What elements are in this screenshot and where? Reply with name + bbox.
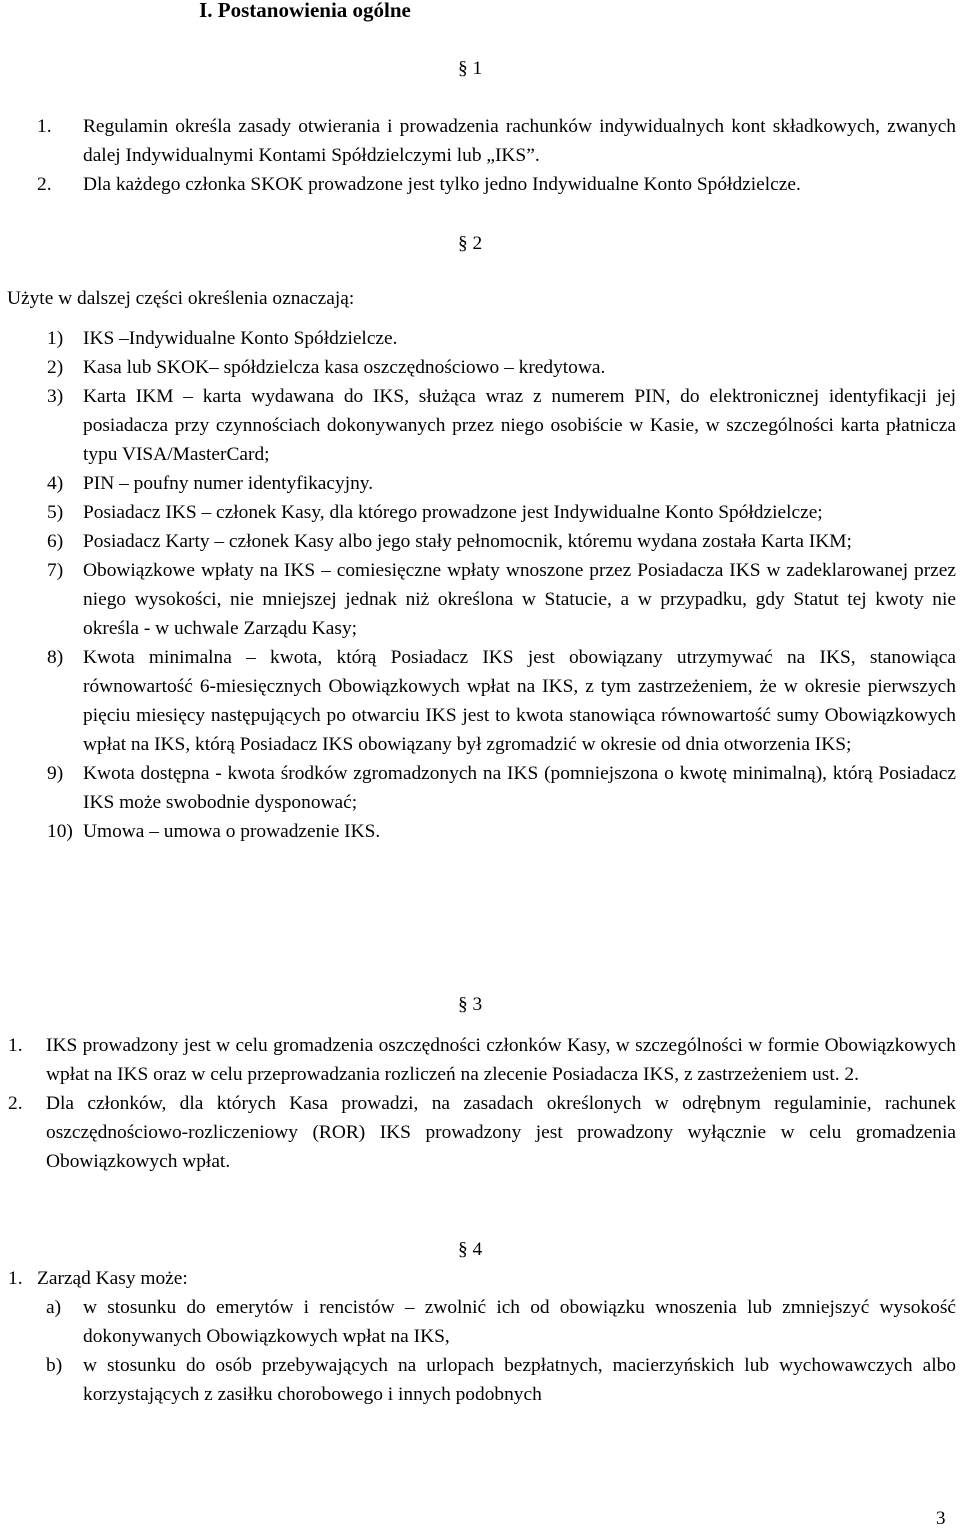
- item-number: 9): [47, 763, 64, 784]
- list-item: [0, 1089, 956, 1176]
- item-number: 2): [47, 357, 64, 378]
- item-number: 1): [47, 328, 64, 349]
- list-item: [0, 817, 956, 846]
- item-number: b): [46, 1355, 63, 1376]
- list-item: [0, 382, 956, 469]
- item-text: PIN – poufny numer identyfikacyjny.: [83, 473, 374, 494]
- item-text: Kwota minimalna – kwota, którą Posiadacz IKS jest obowiązany utrzymywać na IKS, stanowiąca równowartość 6-miesięcznych Obowiązkowych wpłat na IKS, z tym zastrzeżeniem, że w okresie pierwszych pięciu miesięcy następujących po otwarciu IKS jest to kwota stanowiąca równowartość sumy Obowiązkowych wpłat na IKS, którą Posiadacz IKS obowiązany był zgromadzić w okresie od dnia otworzenia IKS;: [83, 647, 956, 755]
- item-number: 5): [47, 502, 64, 523]
- list-item: [0, 469, 956, 498]
- item-text: Dla członków, dla których Kasa prowadzi, na zasadach określonych w odrębnym regulaminie, rachunek oszczędnościowo-rozliczeniowy (ROR) IKS prowadzony jest prowadzony wyłącznie w celu gromadzenia Obowiązkowych wpłat.: [46, 1093, 956, 1172]
- item-number: 2.: [37, 174, 52, 195]
- item-text: Umowa – umowa o prowadzenie IKS.: [83, 821, 381, 842]
- section-2-label: § 2: [458, 233, 483, 254]
- item-number: 8): [47, 647, 64, 668]
- item-text: IKS prowadzony jest w celu gromadzenia oszczędności członków Kasy, w szczególności w formie Obowiązkowych wpłat na IKS oraz w celu przeprowadzania rozliczeń na zlecenie Posiadacza IKS, z zastrzeżeniem ust. 2.: [46, 1035, 956, 1085]
- list-item: [0, 112, 956, 170]
- item-text: Posiadacz Karty – członek Kasy albo jego stały pełnomocnik, któremu wydana została Karta IKM;: [83, 531, 852, 552]
- list-item: [0, 498, 956, 527]
- item-number: 2.: [8, 1093, 23, 1114]
- section-1-label: § 1: [458, 58, 483, 79]
- item-text: Kwota dostępna - kwota środków zgromadzonych na IKS (pomniejszona o kwotę minimalną), którą Posiadacz IKS może swobodnie dysponować;: [83, 763, 956, 813]
- list-item: [0, 324, 956, 353]
- list-item: [0, 1293, 956, 1351]
- list-item: [0, 1351, 956, 1409]
- section-4-body: [0, 1264, 956, 1409]
- section-1-body: [0, 112, 956, 199]
- section-4-label: § 4: [458, 1239, 483, 1260]
- section-3-label: § 3: [458, 994, 483, 1015]
- item-text: Obowiązkowe wpłaty na IKS – comiesięczne wpłaty wnoszone przez Posiadacza IKS w zadeklarowanej przez niego wysokości, nie mniejszej jednak niż określona w Statucie, a w przypadku, gdy Statut tej kwoty nie określa - w uchwale Zarządu Kasy;: [83, 560, 956, 639]
- item-text: Posiadacz IKS – członek Kasy, dla którego prowadzone jest Indywidualne Konto Spółdzielcze;: [83, 502, 823, 523]
- list-item: [0, 759, 956, 817]
- list-item: [0, 527, 956, 556]
- item-number: 3): [47, 386, 64, 407]
- item-text: IKS –Indywidualne Konto Spółdzielcze.: [83, 328, 398, 349]
- list-item: [0, 556, 956, 643]
- item-number: 6): [47, 531, 64, 552]
- item-text: Regulamin określa zasady otwierania i prowadzenia rachunków indywidualnych kont składkowych, zwanych dalej Indywidualnymi Kontami Spółdzielczymi lub „IKS”.: [83, 116, 956, 166]
- item-number: 1.: [8, 1268, 23, 1289]
- item-text: Karta IKM – karta wydawana do IKS, służąca wraz z numerem PIN, do elektronicznej identyfikacji jej posiadacza przy czynnościach dokonywanych przez niego osobiście w Kasie, w szczególności karta płatnicza typu VISA/MasterCard;: [83, 386, 956, 465]
- list-item: [0, 170, 956, 199]
- chapter-heading: I. Postanowienia ogólne: [199, 0, 411, 22]
- item-text: Dla każdego członka SKOK prowadzone jest tylko jedno Indywidualne Konto Spółdzielcze.: [83, 174, 801, 195]
- item-text: w stosunku do emerytów i rencistów – zwolnić ich od obowiązku wnoszenia lub zmniejszyć wysokość dokonywanych Obowiązkowych wpłat na IKS,: [83, 1297, 956, 1347]
- item-number: 1.: [8, 1035, 23, 1056]
- list-item: [0, 643, 956, 759]
- page-number: 3: [936, 1508, 946, 1529]
- item-number: 7): [47, 560, 64, 581]
- item-text: Zarząd Kasy może:: [37, 1268, 188, 1289]
- list-item: [0, 1031, 956, 1089]
- section-4-intro: [0, 1264, 956, 1293]
- item-text: w stosunku do osób przebywających na urlopach bezpłatnych, macierzyńskich lub wychowawczych albo korzystających z zasiłku chorobowego i innych podobnych: [83, 1355, 956, 1405]
- section-2-intro-block: [0, 284, 956, 313]
- item-number: 4): [47, 473, 64, 494]
- item-number: 1.: [37, 116, 52, 137]
- section-2-body: [0, 324, 956, 846]
- list-item: [0, 353, 956, 382]
- item-number: 10): [47, 821, 73, 842]
- item-text: Kasa lub SKOK– spółdzielcza kasa oszczędnościowo – kredytowa.: [83, 357, 606, 378]
- section-3-body: [0, 1031, 956, 1176]
- section-2-intro: Użyte w dalszej części określenia oznaczają:: [7, 288, 355, 309]
- item-number: a): [46, 1297, 62, 1318]
